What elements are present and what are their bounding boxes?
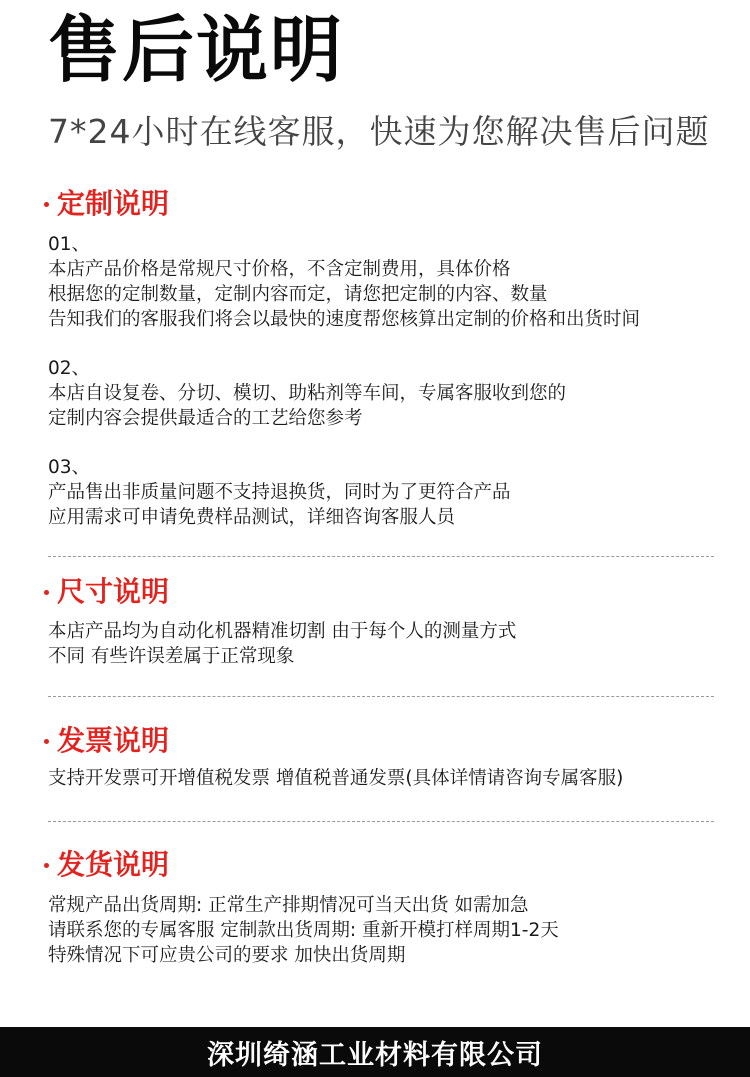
body-line: 告知我们的客服我们将会以最快的速度帮您核算出定制的价格和出货时间 — [48, 309, 641, 330]
body-line: 应用需求可申请免费样品测试，详细咨询客服人员 — [48, 507, 456, 528]
custom-item-2 — [48, 356, 714, 431]
body-line: 特殊情况下可应贵公司的要求 加快出货周期 — [48, 945, 406, 966]
body-line: 产品售出非质量问题不支持退换货，同时为了更符合产品 — [48, 482, 511, 503]
size-section-body — [48, 619, 714, 669]
page-title: 售后说明 — [48, 8, 345, 92]
invoice-section-heading — [44, 724, 714, 758]
size-section — [48, 575, 714, 669]
section-divider — [48, 696, 714, 697]
item-number: 02、 — [48, 358, 91, 379]
item-number: 01、 — [48, 234, 91, 255]
section-divider — [48, 556, 714, 557]
custom-section-title: 定制说明 — [57, 187, 170, 220]
custom-section — [48, 187, 714, 554]
body-line: 定制内容会提供最适合的工艺给您参考 — [48, 408, 363, 429]
body-line: 支持开发票可开增值税发票 增值税普通发票(具体详情请咨询专属客服) — [48, 768, 624, 789]
size-section-title: 尺寸说明 — [57, 575, 170, 608]
shipping-section — [48, 848, 714, 968]
custom-section-heading — [44, 187, 714, 221]
body-line: 常规产品出货周期: 正常生产排期情况可当天出货 如需加急 — [48, 895, 529, 916]
body-line: 根据您的定制数量，定制内容而定，请您把定制的内容、数量 — [48, 284, 548, 305]
invoice-section-title: 发票说明 — [57, 724, 170, 757]
bullet-dot-icon — [44, 739, 49, 744]
shipping-section-heading — [44, 848, 714, 882]
bullet-dot-icon — [44, 863, 49, 868]
item-number: 03、 — [48, 457, 91, 478]
bullet-dot-icon — [44, 202, 49, 207]
invoice-section — [48, 724, 714, 791]
footer-bar — [0, 1027, 750, 1077]
section-divider — [48, 821, 714, 822]
body-line: 不同 有些许误差属于正常现象 — [48, 646, 295, 667]
shipping-section-body — [48, 893, 714, 968]
body-line: 本店产品均为自动化机器精准切割 由于每个人的测量方式 — [48, 621, 517, 642]
size-section-heading — [44, 575, 714, 609]
body-line: 本店自设复卷、分切、模切、助粘剂等车间，专属客服收到您的 — [48, 383, 567, 404]
body-line: 本店产品价格是常规尺寸价格，不含定制费用，具体价格 — [48, 259, 511, 280]
shipping-section-title: 发货说明 — [57, 848, 170, 881]
custom-item-3 — [48, 455, 714, 530]
footer-company-name: 深圳绮涵工业材料有限公司 — [207, 1039, 543, 1071]
custom-item-1 — [48, 232, 714, 332]
bullet-dot-icon — [44, 590, 49, 595]
body-line: 请联系您的专属客服 定制款出货周期: 重新开模打样周期1-2天 — [48, 920, 559, 941]
custom-section-body — [48, 232, 714, 530]
invoice-section-body — [48, 766, 714, 791]
page-subtitle: 7*24小时在线客服，快速为您解决售后问题 — [48, 112, 710, 151]
